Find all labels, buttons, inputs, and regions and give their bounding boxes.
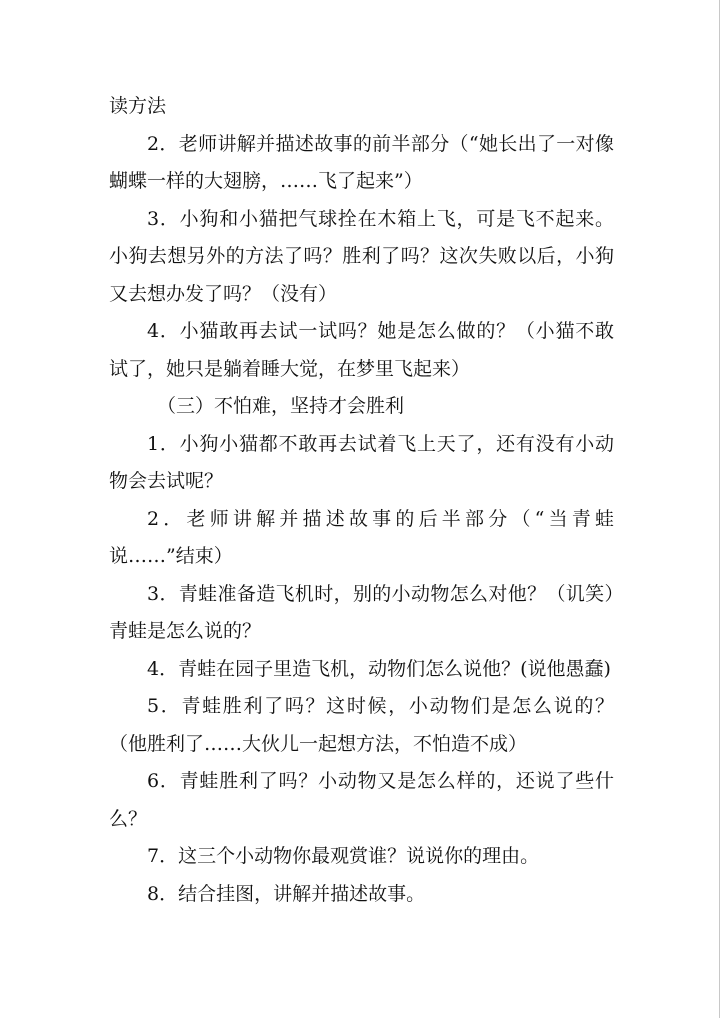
paragraph-item-7-favorite: 7．这三个小动物你最观赏谁？说说你的理由。 bbox=[147, 845, 540, 867]
document-body bbox=[109, 88, 614, 913]
paragraph-read-method: 读方法 bbox=[109, 95, 167, 117]
paragraph-item-5-success: 5．青蛙胜利了吗？这时候，小动物们是怎么说的？（他胜利了……大伙儿一起想方法，不怕造不成） bbox=[109, 695, 614, 755]
paragraph-item-1-who-tries: 1．小狗小猫都不敢再去试着飞上天了，还有没有小动物会去试呢？ bbox=[109, 432, 614, 492]
paragraph-item-2-first-half: 2．老师讲解并描述故事的前半部分（“她长出了一对像蝴蝶一样的大翅膀，……飞了起来”） bbox=[109, 132, 614, 192]
paragraph-item-2-second-half: 2．老师讲解并描述故事的后半部分（“当青蛙说……”结束） bbox=[109, 507, 614, 567]
paragraph-item-4-garden: 4．青蛙在园子里造飞机，动物们怎么说他？(说他愚蠢) bbox=[147, 657, 611, 680]
paragraph-item-3-frog-plane: 3．青蛙准备造飞机时，别的小动物怎么对他？（讥笑）青蛙是怎么说的？ bbox=[109, 582, 614, 642]
section-heading-3: （三）不怕难，坚持才会胜利 bbox=[157, 395, 405, 417]
paragraph-item-8-wallchart: 8．结合挂图，讲解并描述故事。 bbox=[147, 882, 426, 905]
paragraph-item-3-balloon: 3．小狗和小猫把气球拴在木箱上飞，可是飞不起来。小狗去想另外的方法了吗？胜利了吗？这次失败以后，小狗又去想办发了吗？（没有） bbox=[109, 207, 614, 305]
paragraph-item-6-animals: 6．青蛙胜利了吗？小动物又是怎么样的，还说了些什么？ bbox=[109, 770, 614, 830]
paragraph-item-4-cat: 4．小猫敢再去试一试吗？她是怎么做的？（小猫不敢试了，她只是躺着睡大觉，在梦里飞起来） bbox=[109, 320, 614, 380]
